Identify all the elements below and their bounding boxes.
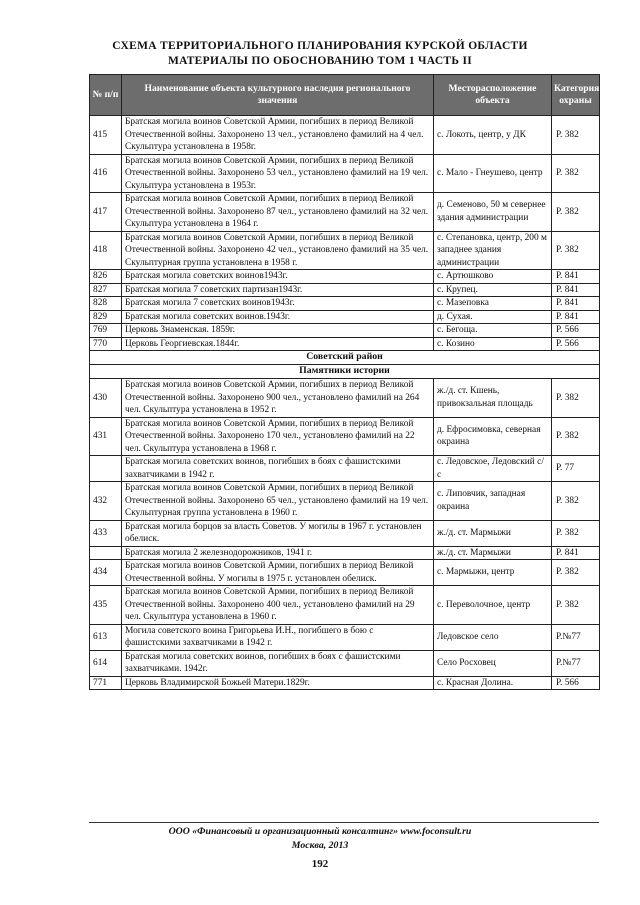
cell-name: Братская могила 7 советских воинов1943г. bbox=[122, 297, 434, 311]
table-row bbox=[90, 379, 600, 418]
cell-name: Могила советского воина Григорьева И.Н., погибшего в бою с фашистскими захватчиками в 1942 г. bbox=[122, 624, 434, 650]
cell-name: Братская могила советских воинов1943г. bbox=[122, 270, 434, 284]
cell-num: 614 bbox=[90, 650, 122, 676]
table-header-row bbox=[90, 75, 600, 116]
cell-category: Р. 382 bbox=[552, 482, 600, 521]
cell-location: д. Сухая. bbox=[434, 310, 552, 324]
cell-name: Церковь Знаменская. 1859г. bbox=[122, 324, 434, 338]
document-subtitle: МАТЕРИАЛЫ ПО ОБОСНОВАНИЮ ТОМ 1 ЧАСТЬ II bbox=[167, 55, 473, 67]
cell-num bbox=[90, 546, 122, 560]
cell-num bbox=[90, 456, 122, 482]
cell-location: ж./д. ст. Мармыжи bbox=[434, 546, 552, 560]
cell-category: Р. 382 bbox=[552, 520, 600, 546]
cell-name: Братская могила воинов Советской Армии, погибших в период Великой Отечественной войны. Захоронено 65 чел., установлено фамилий на 19 чел. Скульптурная группа установлена в 1960 г. bbox=[122, 482, 434, 521]
section-district-label: Советский район bbox=[90, 351, 600, 365]
table-row bbox=[90, 456, 600, 482]
document-title: СХЕМА ТЕРРИТОРИАЛЬНОГО ПЛАНИРОВАНИЯ КУРСКОЙ ОБЛАСТИ bbox=[112, 40, 528, 52]
cell-location: с. Степановка, центр, 200 м западнее здания администрации bbox=[434, 231, 552, 270]
cell-location: с. Липовчик, западная окраина bbox=[434, 482, 552, 521]
cell-category: Р. 841 bbox=[552, 270, 600, 284]
cell-location: д. Семеново, 50 м севернее здания администрации bbox=[434, 193, 552, 232]
cell-name: Братская могила воинов Советской Армии, погибших в период Великой Отечественной войны. Захоронено 13 чел., установлено фамилий на 4 чел. Скульптура установлена в 1958г. bbox=[122, 116, 434, 155]
cell-location: с. Переволочное, центр bbox=[434, 586, 552, 625]
cell-category: Р. 382 bbox=[552, 417, 600, 456]
section-row-district bbox=[90, 351, 600, 365]
cell-num: 434 bbox=[90, 560, 122, 586]
cell-name: Братская могила воинов Советской Армии, погибших в период Великой Отечественной войны. Захоронено 170 чел., установлено фамилий на 22 чел. Скульптура установлена в 1968 г. bbox=[122, 417, 434, 456]
cell-num: 771 bbox=[90, 676, 122, 690]
table-row bbox=[90, 546, 600, 560]
cell-num: 435 bbox=[90, 586, 122, 625]
table-row bbox=[90, 417, 600, 456]
cell-name: Братская могила борцов за власть Советов. У могилы в 1967 г. установлен обелиск. bbox=[122, 520, 434, 546]
table-row bbox=[90, 482, 600, 521]
cell-category: Р. 841 bbox=[552, 297, 600, 311]
table-row bbox=[90, 324, 600, 338]
cell-location: с. Артюшково bbox=[434, 270, 552, 284]
cell-name: Братская могила воинов Советской Армии, погибших в период Великой Отечественной войны. Захоронено 400 чел., установлено фамилий на 29 чел. Скульптура установлена в 1960 г. bbox=[122, 586, 434, 625]
cell-num: 826 bbox=[90, 270, 122, 284]
cell-num: 827 bbox=[90, 283, 122, 297]
table-body-sections bbox=[90, 351, 600, 379]
table-row bbox=[90, 560, 600, 586]
cell-location: с. Козино bbox=[434, 337, 552, 351]
cell-category: Р. 382 bbox=[552, 154, 600, 193]
cell-category: Р.№77 bbox=[552, 650, 600, 676]
cell-num: 432 bbox=[90, 482, 122, 521]
cell-name: Братская могила советских воинов, погибших в боях с фашистскими захватчиками. 1942г. bbox=[122, 650, 434, 676]
table-row bbox=[90, 337, 600, 351]
footer-city-year: Москва, 2013 bbox=[291, 840, 349, 851]
cell-category: Р. 382 bbox=[552, 379, 600, 418]
column-header-location: Месторасположение объекта bbox=[434, 75, 552, 116]
cell-location: с. Крупец. bbox=[434, 283, 552, 297]
table-row bbox=[90, 586, 600, 625]
table-row bbox=[90, 283, 600, 297]
table-row bbox=[90, 650, 600, 676]
table-row bbox=[90, 154, 600, 193]
heritage-table bbox=[89, 74, 600, 690]
cell-location: ж./д. ст. Кшень, привокзальная площадь bbox=[434, 379, 552, 418]
cell-location: с. Красная Долина. bbox=[434, 676, 552, 690]
column-header-num: № п/п bbox=[90, 75, 122, 116]
cell-num: 769 bbox=[90, 324, 122, 338]
cell-name: Братская могила воинов Советской Армии, погибших в период Великой Отечественной войны. Захоронено 42 чел., установлено фамилий на 35 чел. Скульптурная группа установлена в 1958 г. bbox=[122, 231, 434, 270]
cell-num: 828 bbox=[90, 297, 122, 311]
cell-location: с. Мазеповка bbox=[434, 297, 552, 311]
table-row bbox=[90, 310, 600, 324]
column-header-name: Наименование объекта культурного наследия регионального значения bbox=[122, 75, 434, 116]
cell-num: 829 bbox=[90, 310, 122, 324]
cell-category: Р. 382 bbox=[552, 586, 600, 625]
cell-name: Братская могила 7 советских партизан1943г. bbox=[122, 283, 434, 297]
footer-company: ООО «Финансовый и организационный консалтинг» www.foconsult.ru bbox=[168, 826, 472, 837]
cell-category: Р.№77 bbox=[552, 624, 600, 650]
cell-name: Братская могила воинов Советской Армии, погибших в период Великой Отечественной войны. Захоронено 87 чел., установлено фамилий на 32 чел. Скульптура установлена в 1964 г. bbox=[122, 193, 434, 232]
cell-name: Церковь Георгиевская.1844г. bbox=[122, 337, 434, 351]
table-row bbox=[90, 116, 600, 155]
cell-num: 418 bbox=[90, 231, 122, 270]
cell-num: 415 bbox=[90, 116, 122, 155]
table-row bbox=[90, 624, 600, 650]
cell-category: Р. 566 bbox=[552, 337, 600, 351]
cell-location: ж./д. ст. Мармыжи bbox=[434, 520, 552, 546]
cell-location: с. Мармыжи, центр bbox=[434, 560, 552, 586]
cell-name: Братская могила советских воинов, погибших в боях с фашистскими захватчиками в 1942 г. bbox=[122, 456, 434, 482]
cell-num: 613 bbox=[90, 624, 122, 650]
cell-category: Р. 566 bbox=[552, 324, 600, 338]
column-header-category: Категория охраны bbox=[552, 75, 600, 116]
cell-category: Р. 841 bbox=[552, 283, 600, 297]
table-body-sovetsky bbox=[90, 379, 600, 690]
cell-location: с. Локоть, центр, у ДК bbox=[434, 116, 552, 155]
cell-category: Р. 841 bbox=[552, 546, 600, 560]
table-row bbox=[90, 297, 600, 311]
cell-num: 433 bbox=[90, 520, 122, 546]
cell-category: Р. 77 bbox=[552, 456, 600, 482]
cell-category: Р. 382 bbox=[552, 193, 600, 232]
cell-location: д. Ефросимовка, северная окраина bbox=[434, 417, 552, 456]
table-row bbox=[90, 676, 600, 690]
table-row bbox=[90, 270, 600, 284]
table-body-lokot bbox=[90, 116, 600, 351]
cell-location: с. Бегоща. bbox=[434, 324, 552, 338]
cell-num: 431 bbox=[90, 417, 122, 456]
cell-location: с. Мало - Гнеушево, центр bbox=[434, 154, 552, 193]
table-row bbox=[90, 520, 600, 546]
cell-name: Братская могила 2 железнодорожников, 1941 г. bbox=[122, 546, 434, 560]
cell-location: с. Ледовское, Ледовский с/с bbox=[434, 456, 552, 482]
cell-name: Братская могила воинов Советской Армии, погибших в период Великой Отечественной войны. Захоронено 900 чел., установлено фамилий на 264 чел. Скульптура установлена в 1952 г. bbox=[122, 379, 434, 418]
cell-location: Ледовское село bbox=[434, 624, 552, 650]
page-number: 192 bbox=[311, 858, 329, 870]
section-row-history bbox=[90, 365, 600, 379]
cell-category: Р. 841 bbox=[552, 310, 600, 324]
cell-name: Братская могила воинов Советской Армии, погибших в период Великой Отечественной войны. У могилы в 1975 г. установлен обелиск. bbox=[122, 560, 434, 586]
cell-num: 417 bbox=[90, 193, 122, 232]
cell-name: Братская могила воинов Советской Армии, погибших в период Великой Отечественной войны. Захоронено 53 чел., установлено фамилий на 19 чел. Скульптура установлена в 1953г. bbox=[122, 154, 434, 193]
cell-name: Церковь Владимирской Божьей Матери.1829г. bbox=[122, 676, 434, 690]
table-row bbox=[90, 231, 600, 270]
cell-location: Село Росховец bbox=[434, 650, 552, 676]
cell-category: Р. 382 bbox=[552, 231, 600, 270]
cell-num: 416 bbox=[90, 154, 122, 193]
cell-category: Р. 566 bbox=[552, 676, 600, 690]
cell-name: Братская могила советских воинов.1943г. bbox=[122, 310, 434, 324]
footer-divider bbox=[89, 822, 599, 823]
cell-num: 770 bbox=[90, 337, 122, 351]
cell-num: 430 bbox=[90, 379, 122, 418]
section-history-label: Памятники истории bbox=[90, 365, 600, 379]
table-row bbox=[90, 193, 600, 232]
cell-category: Р. 382 bbox=[552, 560, 600, 586]
cell-category: Р. 382 bbox=[552, 116, 600, 155]
